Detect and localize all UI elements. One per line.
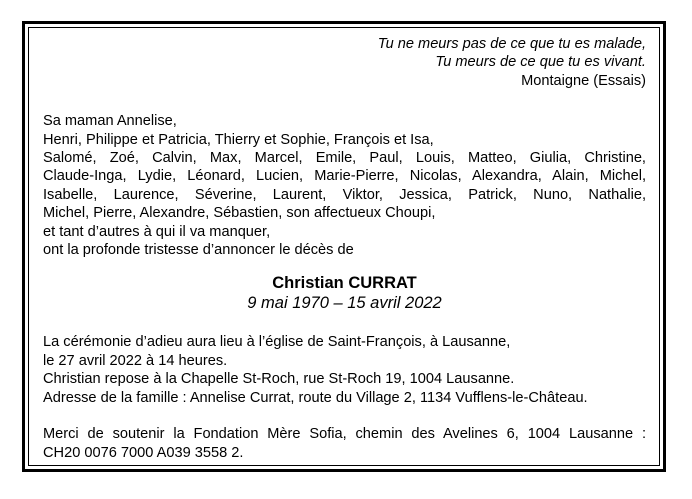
quote-author: Montaigne (Essais) xyxy=(521,72,646,89)
ceremony-line: Adresse de la famille : Annelise Currat, route du Village 2, 1134 Vufflens-le-Château. xyxy=(43,389,588,406)
family-line: Sa maman Annelise, xyxy=(43,113,177,130)
family-line: Isabelle, Laurence, Séverine, Laurent, Viktor, Jessica, Patrick, Nuno, Nathalie, xyxy=(43,186,646,203)
deceased-dates: 9 mai 1970 – 15 avril 2022 xyxy=(247,294,442,313)
quote-line-2: Tu meurs de ce que tu es vivant. xyxy=(435,54,646,71)
epigraph-quote xyxy=(43,35,646,90)
deceased-name: Christian CURRAT xyxy=(272,274,417,293)
ceremony-line: Christian repose à la Chapelle St-Roch, rue St-Roch 19, 1004 Lausanne. xyxy=(43,371,515,388)
obituary-notice xyxy=(43,35,646,462)
family-line: ont la profonde tristesse d’annoncer le décès de xyxy=(43,242,354,259)
donation-note xyxy=(43,425,646,462)
ceremony-line: La cérémonie d’adieu aura lieu à l’église de Saint-François, à Lausanne, xyxy=(43,334,511,351)
donation-line-1: Merci de soutenir la Fondation Mère Sofia, chemin des Avelines 6, 1004 Lausanne : xyxy=(43,426,646,443)
quote-line-1: Tu ne meurs pas de ce que tu es malade, xyxy=(377,36,646,52)
family-line: Henri, Philippe et Patricia, Thierry et Sophie, François et Isa, xyxy=(43,131,434,148)
family-announcement xyxy=(43,112,646,259)
family-line: Claude-Inga, Lydie, Léonard, Lucien, Marie-Pierre, Nicolas, Alexandra, Alain, Michel, xyxy=(43,168,646,185)
family-line: Salomé, Zoé, Calvin, Max, Marcel, Emile, Paul, Louis, Matteo, Giulia, Christine, xyxy=(43,150,646,167)
family-line: Michel, Pierre, Alexandre, Sébastien, son affectueux Choupi, xyxy=(43,205,436,222)
donation-line-2: CH20 0076 7000 A039 3558 2. xyxy=(43,444,244,461)
ceremony-details xyxy=(43,333,646,407)
ceremony-line: le 27 avril 2022 à 14 heures. xyxy=(43,352,228,369)
family-line: et tant d’autres à qui il va manquer, xyxy=(43,223,271,240)
deceased-block xyxy=(43,273,646,313)
